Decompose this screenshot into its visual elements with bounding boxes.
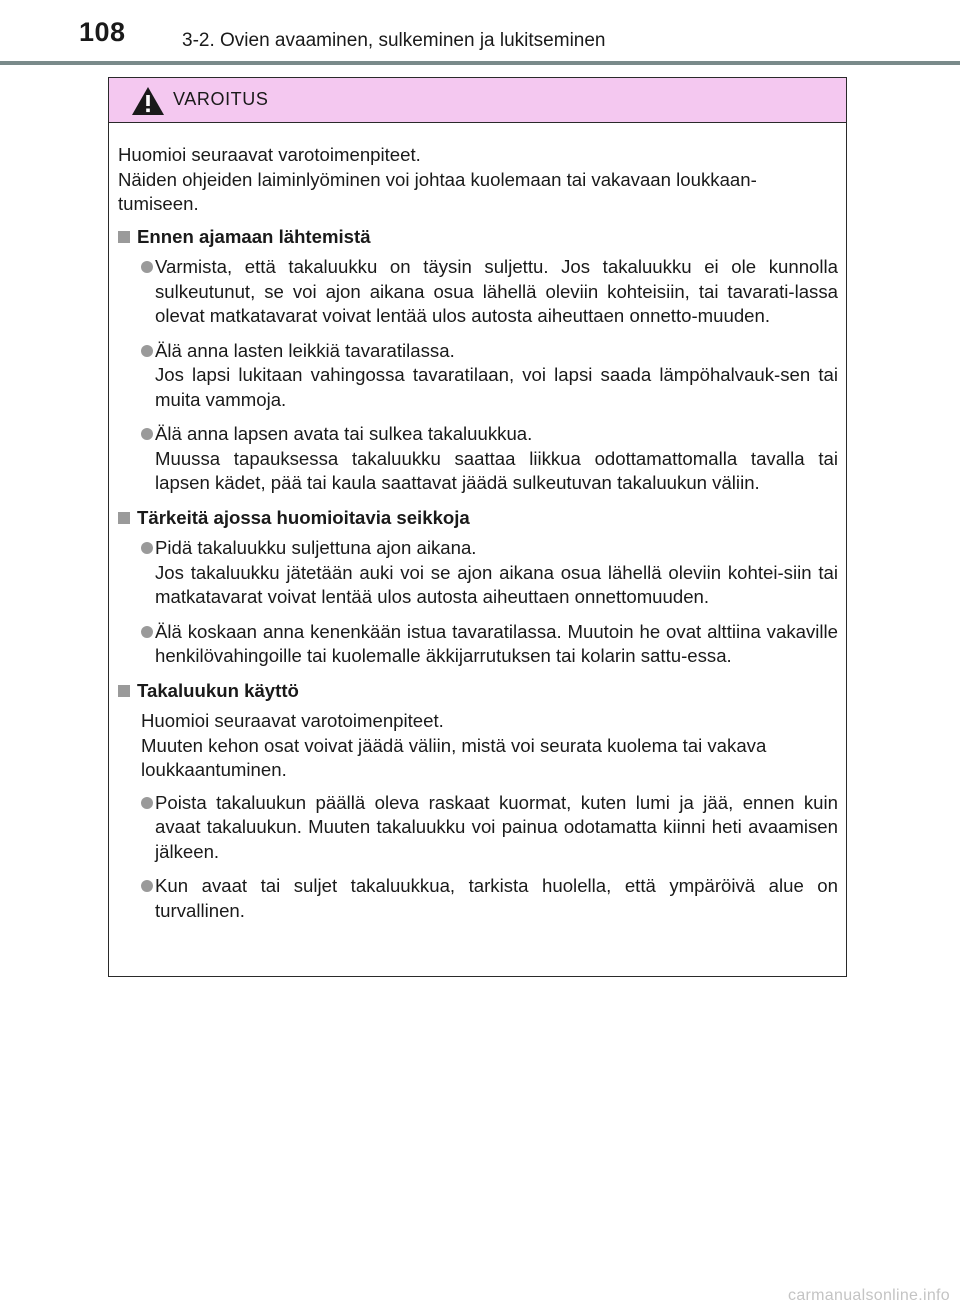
header-divider (0, 61, 960, 65)
warning-title: VAROITUS (173, 89, 269, 109)
warning-intro (118, 143, 838, 217)
bullet-text: Pidä takaluukku suljettuna ajon aikana. (155, 537, 477, 558)
list-item (118, 422, 838, 496)
note-line: loukkaantuminen. (141, 759, 287, 780)
bullet-text: Varmista, että takaluukku on täysin suljettu. Jos takaluukku ei ole kunnolla sulkeutunut, se voi ajon aikana osua lähellä oleviin kohteisiin, tai tavarati-lassa olevat matkatavarat voivat lentää ulos autosta aiheuttaen onnetto-muuden. (155, 256, 838, 326)
warning-header (109, 78, 846, 123)
square-bullet-icon (118, 685, 130, 697)
section-tailgate-use (118, 679, 838, 924)
page-number: 108 (79, 17, 126, 47)
square-bullet-icon (118, 231, 130, 243)
bullet-subtext: Jos takaluukku jätetään auki voi se ajon aikana osua lähellä oleviin kohtei-siin tai matkatavarat voivat lentää ulos autosta aiheuttaen onnettomuuden. (155, 561, 838, 607)
list-item (118, 874, 838, 923)
warning-box (108, 77, 847, 977)
note-line: Huomioi seuraavat varotoimenpiteet. (141, 710, 444, 731)
list-item (118, 536, 838, 610)
list-item (118, 255, 838, 329)
bullet-dot-icon (141, 428, 153, 440)
intro-line: tumiseen. (118, 193, 199, 214)
warning-body (109, 123, 846, 923)
section-note (141, 709, 838, 783)
square-bullet-icon (118, 512, 130, 524)
section-heading-text: Takaluukun käyttö (137, 679, 299, 701)
bullet-text: Kun avaat tai suljet takaluukkua, tarkista huolella, että ympäröivä alue on turvallinen. (155, 875, 838, 921)
bullet-dot-icon (141, 880, 153, 892)
section-title: 3-2. Ovien avaaminen, sulkeminen ja lukitseminen (182, 30, 606, 51)
list-item (118, 339, 838, 413)
bullet-text: Poista takaluukun päällä oleva raskaat kuormat, kuten lumi ja jää, ennen kuin avaat takaluukun. Muuten takaluukku voi painua odotamatta kiinni heti avaamisen jälkeen. (155, 791, 838, 862)
section-before-driving (118, 225, 838, 496)
section-heading (118, 225, 838, 250)
list-item (118, 620, 838, 669)
warning-triangle-icon (131, 86, 165, 116)
bullet-dot-icon (141, 626, 153, 638)
intro-line: Näiden ohjeiden laiminlyöminen voi johtaa kuolemaan tai vakavaan loukkaan- (118, 168, 757, 190)
section-driving-notes (118, 506, 838, 669)
bullet-subtext: Jos lapsi lukitaan vahingossa tavaratilaan, voi lapsi saada lämpöhalvauk-sen tai muita vammoja. (155, 364, 838, 410)
watermark: carmanualsonline.info (788, 1287, 950, 1304)
intro-line: Huomioi seuraavat varotoimenpiteet. (118, 144, 421, 165)
list-item (118, 791, 838, 865)
bullet-dot-icon (141, 345, 153, 357)
bullet-text: Älä anna lasten leikkiä tavaratilassa. (155, 339, 455, 361)
section-heading (118, 506, 838, 531)
bullet-dot-icon (141, 542, 153, 554)
section-heading (118, 679, 838, 704)
page-header (0, 0, 960, 70)
bullet-dot-icon (141, 797, 153, 809)
note-line: Muuten kehon osat voivat jäädä väliin, mistä voi seurata kuolema tai vakava (141, 734, 767, 756)
bullet-text: Älä anna lapsen avata tai sulkea takaluukkua. (155, 423, 533, 444)
section-heading-text: Ennen ajamaan lähtemistä (137, 225, 371, 247)
bullet-subtext: Muussa tapauksessa takaluukku saattaa liikkua odottamattomalla tavalla tai lapsen kädet, pää tai kaula saattavat jäädä sulkeutuvan takaluukun väliin. (155, 447, 838, 493)
bullet-text: Älä koskaan anna kenenkään istua tavaratilassa. Muutoin he ovat alttiina vakaville henkilövahingoille tai kuolemalle äkkijarrutuksen tai kolarin sattu-essa. (155, 620, 838, 666)
bullet-dot-icon (141, 261, 153, 273)
section-heading-text: Tärkeitä ajossa huomioitavia seikkoja (137, 506, 470, 528)
